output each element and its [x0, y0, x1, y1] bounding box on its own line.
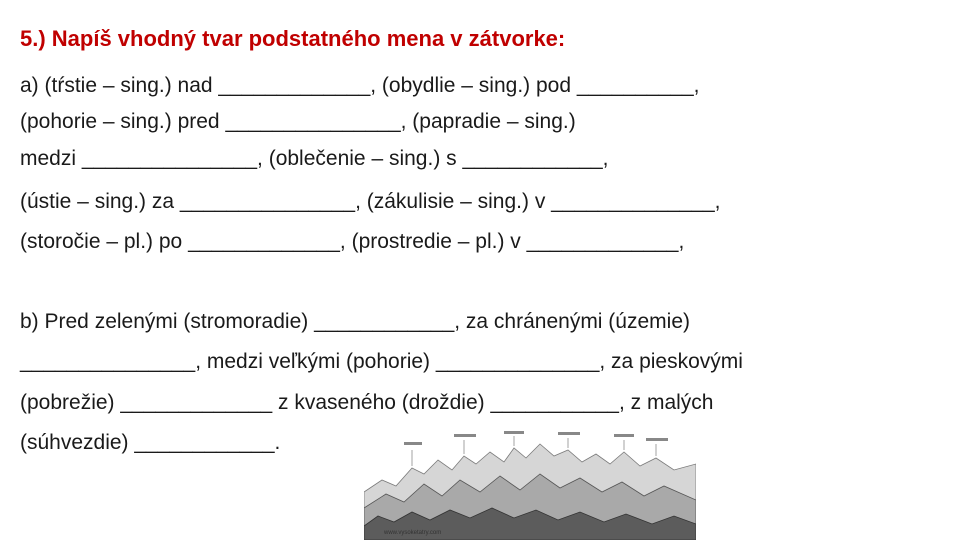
exercise-title: 5.) Napíš vhodný tvar podstatného mena v zátvorke:	[20, 26, 566, 51]
exercise-line-a2: (pohorie – sing.) pred _______________, (papradie – sing.)	[20, 110, 576, 133]
exercise-line-b3: (pobrežie) _____________ z kvaseného (droždie) ___________, z malých	[20, 391, 714, 414]
mountain-illustration	[364, 430, 696, 540]
exercise-line-b4: (súhvezdie) ____________.	[20, 431, 281, 454]
exercise-line-a3: medzi _______________, (oblečenie – sing.) s ____________,	[20, 147, 609, 170]
exercise-line-a4: (ústie – sing.) za _______________, (zákulisie – sing.) v ______________,	[20, 190, 721, 213]
exercise-line-a1: a) (tŕstie – sing.) nad _____________, (obydlie – sing.) pod __________,	[20, 74, 700, 97]
exercise-line-b2: _______________, medzi veľkými (pohorie) ______________, za pieskovými	[20, 350, 743, 373]
exercise-line-a5: (storočie – pl.) po _____________, (prostredie – pl.) v _____________,	[20, 230, 685, 253]
picture-watermark: www.vysoketatry.com	[384, 530, 442, 536]
exercise-line-b1: b) Pred zelenými (stromoradie) ____________, za chránenými (územie)	[20, 310, 690, 333]
